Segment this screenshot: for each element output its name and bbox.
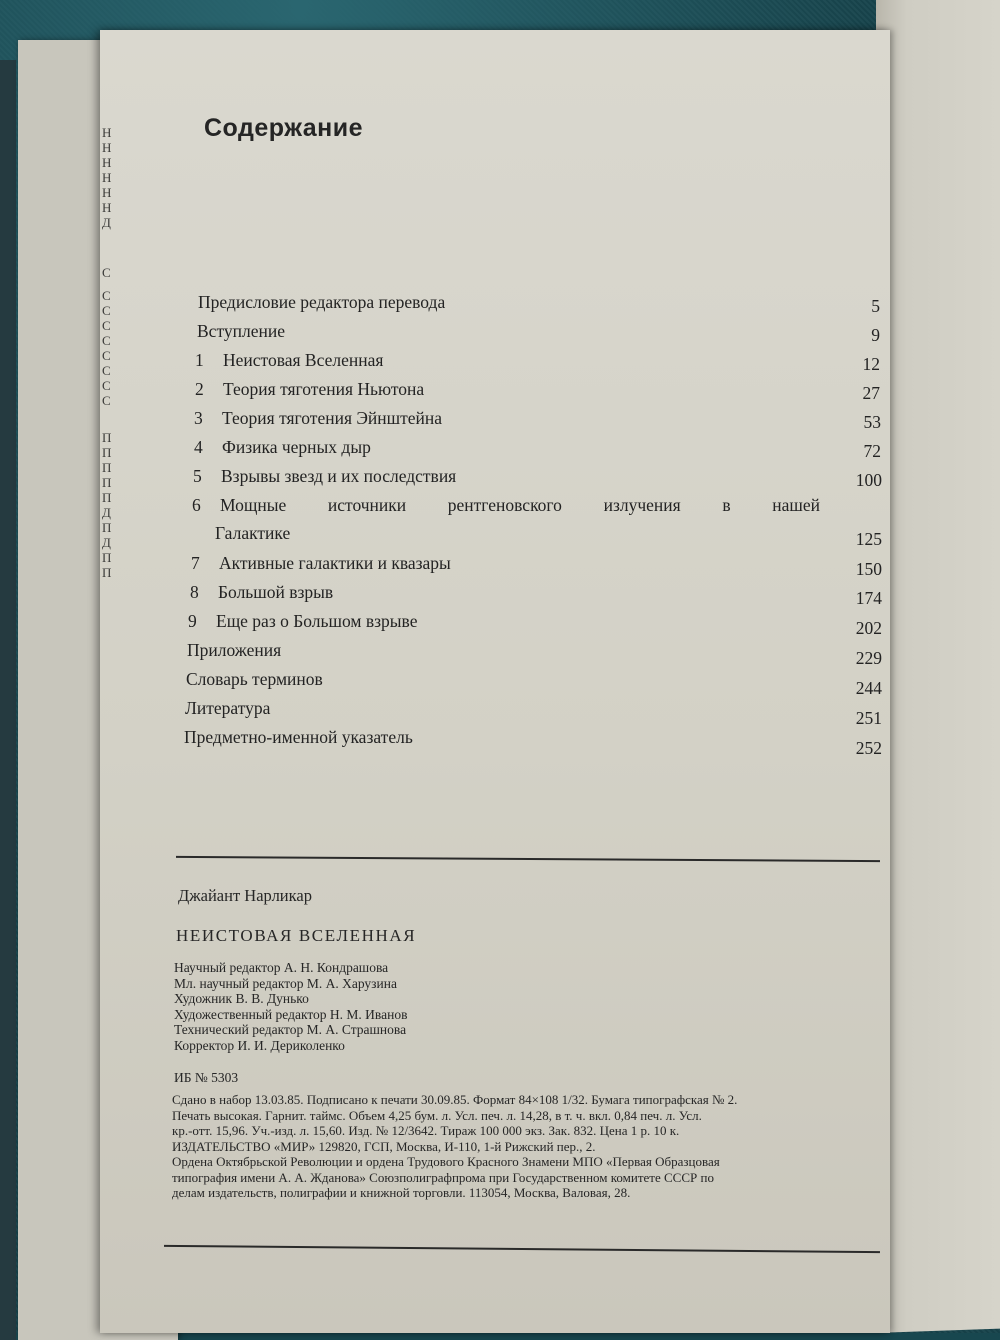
gutter-letter: С — [102, 378, 111, 393]
imprint-line: делам издательств, полиграфии и книжной торговли. 113054, Москва, Валовая, 28. — [172, 1185, 631, 1200]
toc-entry-label: Словарь терминов — [186, 669, 323, 689]
gutter-letter: Д — [102, 535, 111, 550]
toc-entry — [193, 466, 456, 492]
gutter-letter: С — [102, 318, 111, 333]
gutter-letter: Д — [102, 505, 111, 520]
toc-entry-word: рентгеновского — [447, 495, 562, 515]
toc-entry-label: Вступление — [197, 321, 285, 341]
toc-page-number: 251 — [855, 708, 882, 728]
toc-entry — [197, 321, 285, 347]
gutter-letter: С — [102, 265, 111, 280]
gutter-letter: П — [102, 430, 112, 445]
gutter-letter: П — [102, 475, 112, 490]
toc-page-number: 53 — [863, 412, 881, 432]
toc-page-number: 244 — [855, 678, 882, 698]
credits-block — [174, 960, 407, 1053]
toc-entry-number: 3 — [194, 408, 203, 428]
author-name: Джайант Нарликар — [178, 886, 312, 905]
toc-entry-number: 4 — [194, 437, 203, 457]
toc-page-number: 252 — [855, 738, 882, 758]
credit-line: Художественный редактор Н. М. Иванов — [174, 1006, 408, 1022]
toc-entry — [194, 437, 371, 463]
toc-entry-number: 6 — [192, 495, 201, 515]
gutter-letter: Н — [102, 125, 112, 140]
book-cover-edge — [0, 60, 16, 1340]
toc-entry-label: Взрывы звезд и их последствия — [221, 466, 457, 486]
ib-number: ИБ № 5303 — [174, 1070, 239, 1085]
imprint-line: Сдано в набор 13.03.85. Подписано к печати 30.09.85. Формат 84×108 1/32. Бумага типографская № 2. — [172, 1092, 738, 1107]
toc-entry-label: Активные галактики и квазары — [219, 553, 451, 573]
top-divider — [176, 856, 880, 862]
toc-page-number: 229 — [855, 648, 882, 668]
toc-entry-label: Предисловие редактора перевода — [198, 292, 446, 312]
book-title: НЕИСТОВАЯ ВСЕЛЕННАЯ — [176, 926, 417, 945]
toc-entry-continuation — [215, 523, 290, 549]
bottom-divider — [164, 1245, 880, 1253]
gutter-letter: С — [102, 333, 111, 348]
toc-page-number: 125 — [855, 529, 882, 549]
imprint-block — [172, 1092, 884, 1201]
gutter-letter: Н — [102, 170, 112, 185]
gutter-letter: Н — [102, 155, 112, 170]
next-page-edge — [876, 0, 1000, 1333]
toc-page-number: 9 — [871, 325, 880, 345]
toc-entry-word: в — [722, 495, 731, 515]
credit-line: Мл. научный редактор М. А. Харузина — [174, 975, 397, 991]
gutter-letter: П — [102, 460, 112, 475]
toc-entry-word: излучения — [603, 495, 681, 515]
toc-entry — [191, 553, 451, 579]
toc-entry-label: Большой взрыв — [218, 582, 334, 602]
toc-entry-label: Теория тяготения Эйнштейна — [222, 408, 443, 428]
gutter-letter: Д — [102, 215, 111, 230]
book-page — [100, 30, 890, 1333]
credit-line: Художник В. В. Дунько — [174, 991, 309, 1006]
gutter-letter: Н — [102, 185, 112, 200]
toc-entry — [190, 582, 333, 608]
toc-entry-number: 9 — [188, 611, 197, 631]
toc-entry — [195, 350, 383, 376]
toc-entry — [186, 669, 323, 695]
toc-entry-number: 7 — [191, 553, 200, 573]
credit-line: Корректор И. И. Дериколенко — [174, 1037, 345, 1053]
toc-entry-label-justified — [220, 495, 820, 516]
gutter-letter: Н — [102, 140, 112, 155]
toc-entry-number: 5 — [193, 466, 202, 486]
toc-entry — [187, 640, 281, 666]
toc-entry-label: Галактике — [215, 523, 291, 543]
toc-entry-label: Приложения — [187, 640, 282, 660]
toc-entry-label: Теория тяготения Ньютона — [223, 379, 425, 399]
toc-page-number: 174 — [855, 588, 882, 608]
toc-entry — [188, 611, 417, 637]
imprint-line: ИЗДАТЕЛЬСТВО «МИР» 129820, ГСП, Москва, И-110, 1-й Рижский пер., 2. — [172, 1138, 596, 1154]
imprint-line: кр.-отт. 15,96. Уч.-изд. л. 15,60. Изд. № 12/3642. Тираж 100 000 экз. Зак. 832. Цена 1 р. 10 к. — [172, 1123, 680, 1138]
toc-entry-word: источники — [327, 495, 407, 515]
gutter-letter: Н — [102, 200, 112, 215]
gutter-letter: П — [102, 520, 112, 535]
toc-entry-label: Литература — [185, 698, 271, 718]
imprint-line: Ордена Октябрьской Революции и ордена Трудового Красного Знамени МПО «Первая Образцовая — [172, 1154, 720, 1169]
toc-entry-label: Физика черных дыр — [222, 437, 371, 457]
toc-page-number: 5 — [871, 296, 880, 316]
imprint-line: типография имени А. А. Жданова» Союзполиграфпрома при Государственном комитете СССР по — [172, 1169, 714, 1185]
gutter-letter: П — [102, 550, 112, 565]
toc-entry — [192, 495, 220, 521]
gutter-letter: С — [102, 348, 111, 363]
credit-line: Технический редактор М. А. Страшнова — [174, 1022, 407, 1037]
toc-page-number: 150 — [855, 559, 882, 579]
toc-entry — [194, 408, 442, 434]
gutter-letter: П — [102, 445, 112, 460]
toc-page-number: 12 — [862, 354, 880, 374]
toc-entry-label: Неистовая Вселенная — [223, 350, 384, 370]
toc-page-number: 202 — [855, 618, 882, 638]
toc-entry-word: нашей — [772, 495, 820, 515]
toc-entry-label: Еще раз о Большом взрыве — [216, 611, 418, 631]
gutter-letter: С — [102, 303, 111, 318]
toc-entry-number: 1 — [195, 350, 204, 370]
gutter-letter: П — [102, 565, 112, 580]
gutter-letter: С — [102, 393, 111, 408]
toc-page-number: 100 — [855, 470, 882, 490]
gutter-letter: С — [102, 288, 111, 303]
toc-entry-number: 2 — [195, 379, 204, 399]
toc-entry-label: Предметно-именной указатель — [184, 727, 413, 747]
toc-entry-number: 8 — [190, 582, 199, 602]
toc-entry — [195, 379, 424, 405]
toc-entry-word: Мощные — [220, 495, 287, 515]
imprint-line: Печать высокая. Гарнит. таймс. Объем 4,25 бум. л. Усл. печ. л. 14,28, в т. ч. вкл. 0,84 печ. л. Усл. — [172, 1107, 702, 1123]
toc-page-number: 27 — [862, 383, 880, 403]
toc-entry — [184, 727, 413, 753]
page-title: Содержание — [204, 114, 364, 142]
credit-line: Научный редактор А. Н. Кондрашова — [174, 960, 389, 975]
toc-entry — [198, 292, 445, 318]
gutter-letters — [102, 125, 116, 580]
toc-entry — [185, 698, 270, 724]
gutter-letter: П — [102, 490, 112, 505]
gutter-letter: С — [102, 363, 111, 378]
toc-page-number: 72 — [863, 441, 881, 461]
